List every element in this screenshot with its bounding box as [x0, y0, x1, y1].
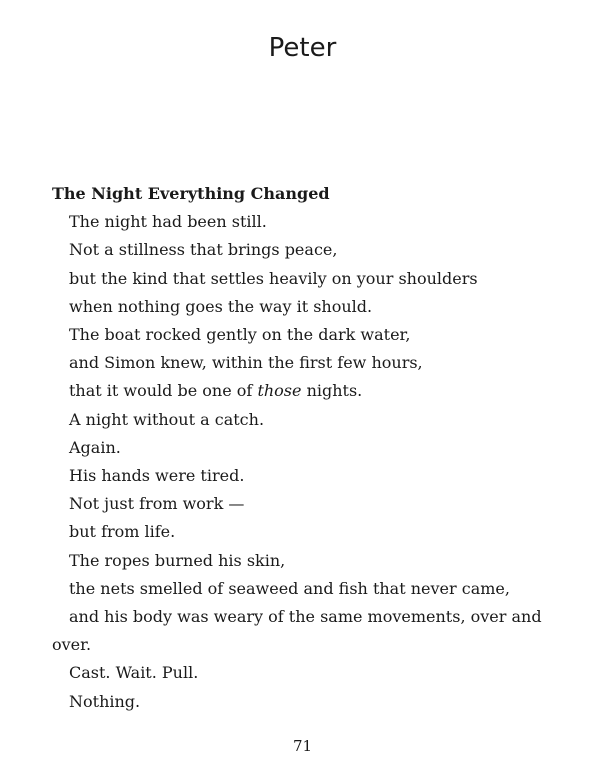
text-line-with-emphasis — [52, 377, 572, 405]
text-line: Again. — [69, 437, 121, 457]
text-line: Cast. Wait. Pull. — [69, 663, 199, 683]
page-number: 71 — [292, 737, 313, 755]
text-line: but from life. — [69, 522, 176, 542]
text-line: His hands were tired. — [69, 466, 245, 486]
text-line: Not a stillness that brings peace, — [69, 240, 338, 260]
text-line-wrapped: and his body was weary of the same movements, over and over. — [52, 607, 542, 655]
section-heading: The Night Everything Changed — [52, 184, 330, 203]
text-line: The ropes burned his skin, — [69, 550, 286, 570]
text-segment: that it would be one of — [69, 381, 258, 401]
text-line: The night had been still. — [69, 212, 267, 232]
page-body — [52, 180, 572, 716]
emphasized-word: those — [257, 381, 302, 401]
text-segment: nights. — [301, 381, 363, 401]
text-line: when nothing goes the way it should. — [69, 296, 373, 316]
text-line: the nets smelled of seaweed and fish that never came, — [69, 578, 510, 598]
text-line: A night without a catch. — [69, 409, 265, 429]
text-line: Nothing. — [69, 691, 141, 711]
text-line: but the kind that settles heavily on your shoulders — [69, 268, 478, 288]
text-line: Not just from work — — [69, 494, 245, 514]
text-line: The boat rocked gently on the dark water, — [69, 325, 411, 345]
running-head-title: Peter — [268, 33, 337, 63]
text-line: and Simon knew, within the first few hours, — [69, 353, 423, 373]
